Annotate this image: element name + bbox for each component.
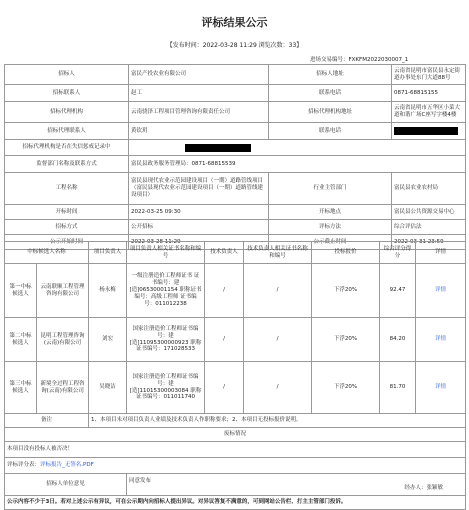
detail-link[interactable]: 详情 xyxy=(416,318,466,362)
sign-label: 招标人单位意见 xyxy=(5,474,127,496)
col-tech: 技术负责人 xyxy=(205,242,244,264)
industry-label: 行业主管部门 xyxy=(269,173,392,205)
industry-value: 富民县农业农村局 xyxy=(392,173,466,205)
tenderee-label: 招标人 xyxy=(5,65,129,85)
invalid-text: 本项目没有投标人被否决！ xyxy=(5,442,466,458)
tenderee-addr-value: 云南省昆明市富民县永定街道办事处东门大道88号 xyxy=(392,65,466,85)
bidder-tech-cert: / xyxy=(244,362,312,414)
bidder-rank: 第一中标候选人 xyxy=(5,264,37,318)
bidder-tech: / xyxy=(205,318,244,362)
agency-value: 云南骁泽工程项目管理咨询有限责任公司 xyxy=(129,102,269,123)
supervisor-label: 监督部门名称及联系方式 xyxy=(5,156,129,173)
col-score: 综合评分得分 xyxy=(380,242,416,264)
redaction-block xyxy=(185,144,251,152)
bidder-rank: 第二中标候选人 xyxy=(5,318,37,362)
attachment-label: 评标评分表： xyxy=(7,462,41,469)
tenderee-addr-label: 招标人地址 xyxy=(269,65,392,85)
open-time-label: 开标时间 xyxy=(5,205,129,220)
open-place-label: 开标地点 xyxy=(269,205,392,220)
bidder-tech-cert: / xyxy=(244,264,312,318)
pub-start-label: 公示开始时间 xyxy=(5,235,129,250)
method-value: 公开招标 xyxy=(129,220,269,235)
bidder-name: 云南联顺工程管理咨询有限公司 xyxy=(37,264,89,318)
footer-note: 公示内容不少于3日。若对上述公示有异议，可在公示期内向招标人提出异议。对异议答复不满意的，可到网站公告栏、打主主管部门投诉。 xyxy=(5,496,466,510)
col-detail: 详情 xyxy=(416,242,466,264)
agent-phone-redacted xyxy=(392,123,466,140)
bidder-pm: 杨永梅 xyxy=(89,264,127,318)
phone-label: 联系电话 xyxy=(269,85,392,102)
info-table xyxy=(4,64,466,250)
bidder-score: 84.20 xyxy=(380,318,416,362)
remark-label: 备注 xyxy=(5,414,89,428)
sign-person-label: 经办人： xyxy=(404,484,427,491)
sign-value: 同意发布 xyxy=(129,477,152,484)
tenderee-value: 富民产投农业有限公司 xyxy=(129,65,269,85)
invalid-title: 废标情况 xyxy=(5,428,466,442)
agency-label: 招标代理机构 xyxy=(5,102,129,123)
remark-value: 1、本项目未对项目负责人业绩及技术负责人作职称要求；2、本项目无投标报价说明。 xyxy=(89,414,466,428)
bidder-tech-cert: / xyxy=(244,318,312,362)
eval-method-label: 评标方法 xyxy=(269,220,392,235)
table-row xyxy=(5,318,466,362)
bidder-tech: / xyxy=(205,264,244,318)
project-name-value: 富民县现代农业示范园建设项目（一期）道路管线项目（富民县现代农业示范园建设项目（一期）道路管线建设项目） xyxy=(129,173,269,205)
bidder-price: 下浮20% xyxy=(312,264,380,318)
phone-value: 0871-68815155 xyxy=(392,85,466,102)
supervisor-value: 富民县政务服务管理局：0871-68815539 xyxy=(129,156,466,173)
col-pm: 项目负责人 xyxy=(89,242,127,264)
agent-phone-label: 联系电话 xyxy=(269,123,392,140)
col-pm-cert: 项目负责人相关证书名称和编号 xyxy=(127,242,205,264)
pub-end-label: 公示截止时间 xyxy=(269,235,392,250)
project-name-label: 工程名称 xyxy=(5,173,129,205)
col-tech-cert: 技术负责人相关证书名称和编号 xyxy=(244,242,312,264)
open-time-value: 2022-03-25 09:30 xyxy=(129,205,269,220)
agent-contact-value: 黄钦玥 xyxy=(129,123,269,140)
bidder-name: 新境全过程工程咨询(云南)有限公司 xyxy=(37,362,89,414)
col-price: 投标报价 xyxy=(312,242,380,264)
bidder-score: 81.70 xyxy=(380,362,416,414)
table-row xyxy=(5,362,466,414)
complaint-value xyxy=(129,140,466,156)
attachment-row xyxy=(5,458,466,474)
detail-link[interactable]: 详情 xyxy=(416,264,466,318)
publish-info: 【发布时间：2022-03-28 11:29 浏览次数：33】 xyxy=(166,42,303,49)
bidder-tech: / xyxy=(205,362,244,414)
bidder-cert: 国家注册造价工程师证书编号：建[造]11095300000923 职称证书编号：171028533 xyxy=(127,318,205,362)
table-row xyxy=(5,264,466,318)
attachment-link[interactable]: 评标报告_无签名.PDF xyxy=(40,462,94,469)
method-label: 招标方式 xyxy=(5,220,129,235)
bidder-pm: 吴晓洁 xyxy=(89,362,127,414)
col-candidate: 中标候选人名称 xyxy=(5,242,89,264)
sign-person: 张颖敏 xyxy=(426,484,444,491)
bidder-pm: 刘宏 xyxy=(89,318,127,362)
bidder-price: 下浮20% xyxy=(312,362,380,414)
detail-link[interactable]: 详情 xyxy=(416,362,466,414)
agency-addr-label: 招标代理机构地址 xyxy=(269,102,392,123)
sign-cell xyxy=(127,474,466,496)
eval-method-value: 综合评估法 xyxy=(392,220,466,235)
contact-label: 招标联系人 xyxy=(5,85,129,102)
bidder-rank: 第三中标候选人 xyxy=(5,362,37,414)
bidder-score: 92.47 xyxy=(380,264,416,318)
bidder-cert: 国家注册造价工程师证书编号：建[造]11015300003084 职称证书编号：011011740 xyxy=(127,362,205,414)
bidder-price: 下浮20% xyxy=(312,318,380,362)
agent-contact-label: 招标代理联系人 xyxy=(5,123,129,140)
page-title: 评标结果公示 xyxy=(201,16,268,29)
complaint-label: 招标代理机构是否在失信惩戒记录中 xyxy=(5,140,129,156)
project-number: 进场交易编号：FXKFM2022030007_1 xyxy=(310,57,409,63)
bidder-name: 昆明工程管理咨询(云南)有限公司 xyxy=(37,318,89,362)
bidders-table xyxy=(4,241,466,510)
redaction-block xyxy=(394,127,458,135)
contact-value: 赵工 xyxy=(129,85,269,102)
bidder-cert: 一级注册造价工程师证书 证书编号：建[造]06530001154 职称证书编号：高级工程师 证书编号：011012238 xyxy=(127,264,205,318)
pub-end-value: 2022-03-31 23:59 xyxy=(392,235,466,250)
open-place-value: 富民县公共资源交易中心 xyxy=(392,205,466,220)
agency-addr-value: 云南省昆明市五华区小菜大道和谐广场C座写字楼4楼 xyxy=(392,102,466,123)
pub-start-value: 2022-03-28 11:29 xyxy=(129,235,269,250)
